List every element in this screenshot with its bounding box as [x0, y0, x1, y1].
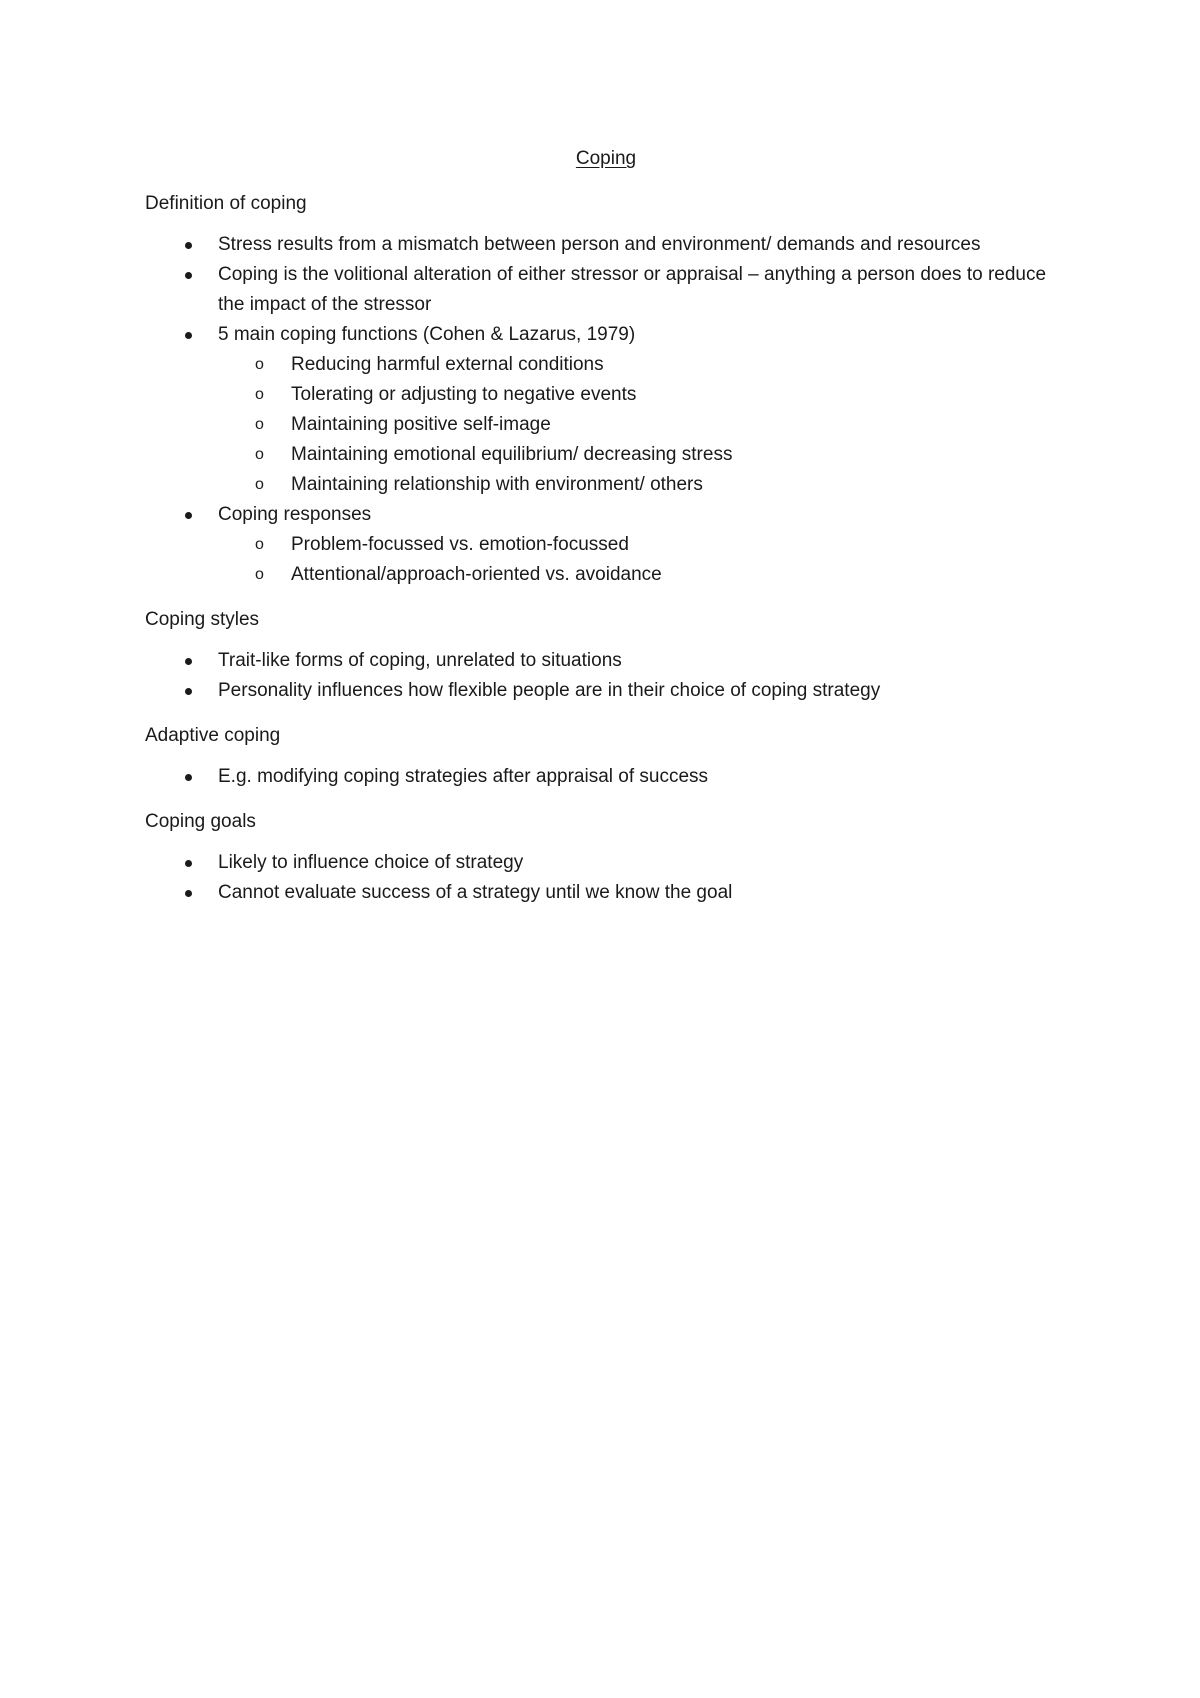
bullet-list	[145, 230, 1065, 590]
sub-item	[218, 440, 1065, 470]
bullet-icon	[185, 272, 192, 279]
circle-bullet-icon: o	[255, 536, 264, 553]
circle-bullet-icon: o	[255, 446, 264, 463]
sub-item	[218, 380, 1065, 410]
bullet-list	[145, 646, 1065, 706]
circle-bullet-icon: o	[255, 476, 264, 493]
bullet-item	[145, 878, 1065, 908]
section-definition-of-coping	[145, 192, 1065, 590]
bullet-icon	[185, 512, 192, 519]
circle-bullet-icon: o	[255, 416, 264, 433]
sub-item-text: Maintaining emotional equilibrium/ decreasing stress	[291, 444, 733, 465]
section-heading: Coping goals	[145, 811, 256, 832]
bullet-text: Coping is the volitional alteration of either stressor or appraisal – anything a person does to reduce the impact of the stressor	[218, 264, 1047, 315]
bullet-icon	[185, 242, 192, 249]
sub-item	[218, 470, 1065, 500]
section-adaptive-coping	[145, 724, 1065, 792]
sub-item-text: Tolerating or adjusting to negative events	[291, 384, 637, 405]
bullet-icon	[185, 658, 192, 665]
circle-bullet-icon: o	[255, 566, 264, 583]
section-coping-goals	[145, 810, 1065, 908]
bullet-item	[145, 762, 1065, 792]
bullet-icon	[185, 890, 192, 897]
bullet-text: 5 main coping functions (Cohen & Lazarus, 1979)	[218, 324, 636, 345]
bullet-icon	[185, 688, 192, 695]
sub-item-text: Attentional/approach-oriented vs. avoidance	[291, 564, 662, 585]
bullet-text: E.g. modifying coping strategies after appraisal of success	[218, 766, 709, 787]
section-heading: Definition of coping	[145, 193, 307, 214]
bullet-item	[145, 676, 1065, 706]
bullet-item	[145, 230, 1065, 260]
section-heading: Adaptive coping	[145, 725, 281, 746]
bullet-text: Personality influences how flexible people are in their choice of coping strategy	[218, 680, 881, 701]
sub-item	[218, 410, 1065, 440]
bullet-text: Likely to influence choice of strategy	[218, 852, 524, 873]
sub-item-text: Reducing harmful external conditions	[291, 354, 604, 375]
bullet-text: Coping responses	[218, 504, 372, 525]
section-heading: Coping styles	[145, 609, 260, 630]
sub-item-text: Maintaining relationship with environment/ others	[291, 474, 703, 495]
bullet-list	[145, 848, 1065, 908]
sub-item-text: Problem-focussed vs. emotion-focussed	[291, 534, 629, 555]
sub-item-text: Maintaining positive self-image	[291, 414, 551, 435]
sub-item	[218, 350, 1065, 380]
bullet-icon	[185, 860, 192, 867]
sub-item	[218, 530, 1065, 560]
section-coping-styles	[145, 608, 1065, 706]
bullet-text: Cannot evaluate success of a strategy until we know the goal	[218, 882, 733, 903]
bullet-item	[145, 848, 1065, 878]
sub-list	[218, 350, 1065, 500]
sub-list	[218, 530, 1065, 590]
bullet-item	[145, 500, 1065, 590]
bullet-item	[145, 260, 1065, 320]
circle-bullet-icon: o	[255, 386, 264, 403]
bullet-icon	[185, 774, 192, 781]
bullet-item	[145, 320, 1065, 500]
bullet-list	[145, 762, 1065, 792]
document-title: Coping	[575, 148, 637, 169]
circle-bullet-icon: o	[255, 356, 264, 373]
bullet-icon	[185, 332, 192, 339]
bullet-text: Trait-like forms of coping, unrelated to situations	[218, 650, 622, 671]
sub-item	[218, 560, 1065, 590]
document-body	[145, 192, 1065, 926]
bullet-item	[145, 646, 1065, 676]
bullet-text: Stress results from a mismatch between person and environment/ demands and resources	[218, 234, 981, 255]
